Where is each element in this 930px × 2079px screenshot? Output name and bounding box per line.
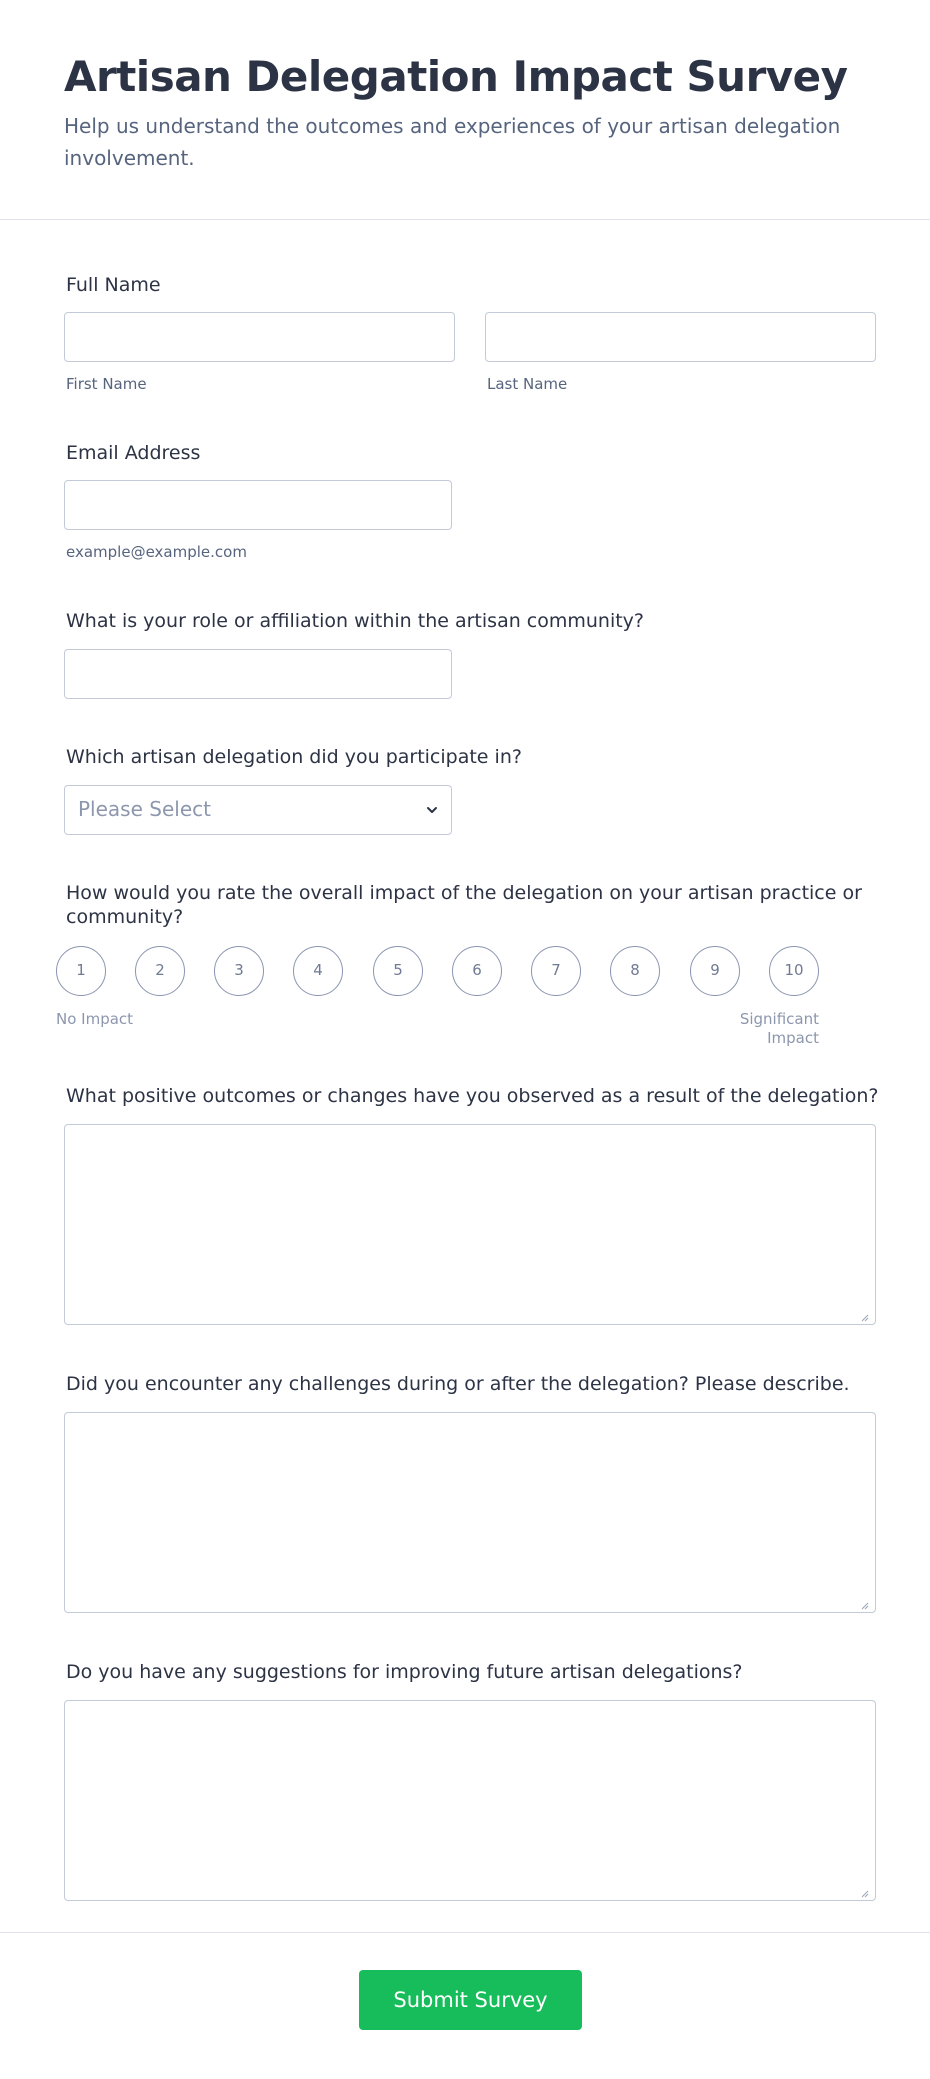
submit-button[interactable]: Submit Survey [359, 1970, 582, 2030]
rating-option-8[interactable]: 8 [610, 946, 660, 996]
rating-option-5[interactable]: 5 [373, 946, 423, 996]
rating-option-10[interactable]: 10 [769, 946, 819, 996]
last-name-input[interactable] [485, 312, 876, 362]
resize-handle-icon[interactable] [859, 1312, 869, 1322]
email-sublabel: example@example.com [66, 543, 247, 561]
role-input[interactable] [64, 649, 452, 699]
suggestions-label: Do you have any suggestions for improving future artisan delegations? [66, 1661, 743, 1683]
suggestions-textarea[interactable] [64, 1700, 876, 1901]
last-name-sublabel: Last Name [487, 375, 568, 393]
challenges-label: Did you encounter any challenges during or after the delegation? Please describe. [66, 1373, 850, 1395]
challenges-textarea[interactable] [64, 1412, 876, 1613]
delegation-label: Which artisan delegation did you participate in? [66, 746, 522, 768]
positive-outcomes-textarea[interactable] [64, 1124, 876, 1325]
first-name-sublabel: First Name [66, 375, 147, 393]
email-label: Email Address [66, 442, 201, 464]
page-subtitle: Help us understand the outcomes and experiences of your artisan delegation involvement. [64, 114, 841, 170]
rating-option-3[interactable]: 3 [214, 946, 264, 996]
rating-option-6[interactable]: 6 [452, 946, 502, 996]
resize-handle-icon[interactable] [859, 1600, 869, 1610]
rating-option-9[interactable]: 9 [690, 946, 740, 996]
positive-outcomes-label: What positive outcomes or changes have you observed as a result of the delegation? [66, 1085, 879, 1107]
chevron-down-icon [425, 803, 439, 817]
rating-option-4[interactable]: 4 [293, 946, 343, 996]
delegation-select[interactable] [64, 785, 452, 835]
impact-rating-label: How would you rate the overall impact of the delegation on your artisan practice or community? [66, 882, 862, 928]
rating-option-2[interactable]: 2 [135, 946, 185, 996]
full-name-label: Full Name [66, 274, 161, 296]
rating-max-caption [719, 1010, 819, 1048]
rating-min-caption: No Impact [56, 1010, 134, 1028]
form-header [0, 0, 930, 220]
first-name-input[interactable] [64, 312, 455, 362]
delegation-select-value: Please Select [78, 797, 211, 821]
role-label: What is your role or affiliation within the artisan community? [66, 610, 645, 632]
rating-option-7[interactable]: 7 [531, 946, 581, 996]
page-title: Artisan Delegation Impact Survey [64, 52, 848, 101]
rating-max-caption-line1: Significant [739, 1010, 819, 1028]
email-input[interactable] [64, 480, 452, 530]
rating-option-1[interactable]: 1 [56, 946, 106, 996]
rating-max-caption-line2: Impact [767, 1029, 819, 1047]
form-footer [0, 1932, 930, 2079]
resize-handle-icon[interactable] [859, 1888, 869, 1898]
survey-form [0, 220, 930, 1932]
